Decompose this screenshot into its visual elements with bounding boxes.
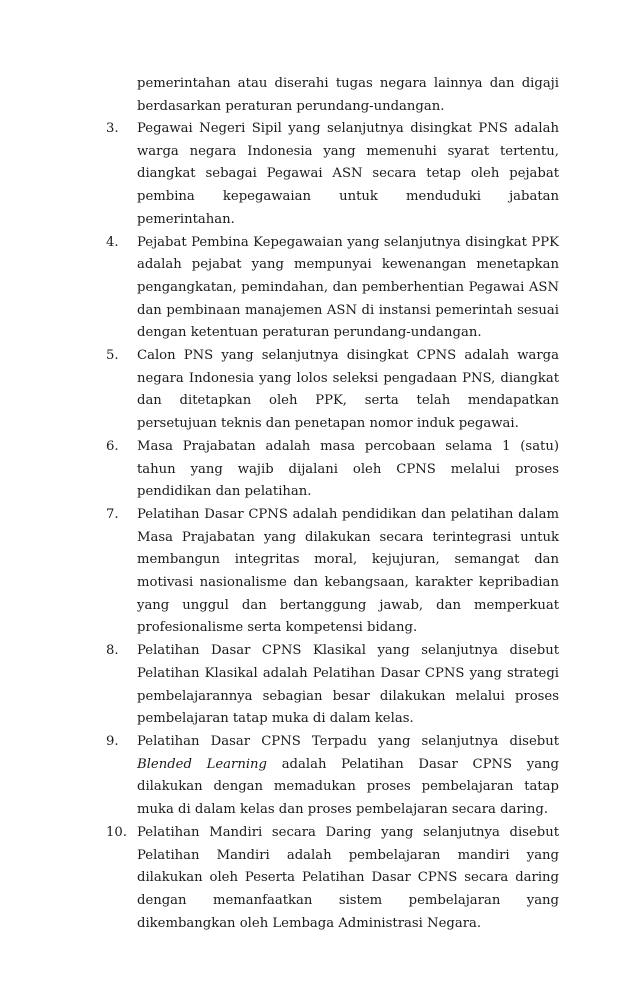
continuation-paragraph: pemerintahan atau diserahi tugas negara lainnya dan digaji berdasarkan peraturan perundang-undangan. <box>137 76 559 114</box>
item-text: Pelatihan Mandiri secara Daring yang selanjutnya disebut Pelatihan Mandiri adalah pembelajaran mandiri yang dilakukan oleh Peserta Pelatihan Dasar CPNS secara daring dengan memanfaatkan sistem pembelajaran yang dikembangkan oleh Lembaga Administrasi Negara. <box>137 824 559 931</box>
list-item <box>106 640 559 731</box>
definition-list <box>106 118 559 935</box>
item-text: Pelatihan Dasar CPNS adalah pendidikan dan pelatihan dalam Masa Prajabatan yang dilakukan secara terintegrasi untuk membangun integritas moral, kejujuran, semangat dan motivasi nasionalisme dan kebangsaan, karakter kepribadian yang unggul dan bertanggung jawab, dan memperkuat profesionalisme serta kompetensi bidang. <box>137 506 559 636</box>
item-number: 6. <box>106 438 119 454</box>
item-number: 9. <box>106 733 119 749</box>
item-text-italic: Blended Learning <box>137 756 267 772</box>
list-item <box>106 118 559 232</box>
item-text: Calon PNS yang selanjutnya disingkat CPNS adalah warga negara Indonesia yang lolos seleksi pengadaan PNS, diangkat dan ditetapkan oleh PPK, serta telah mendapatkan persetujuan teknis dan penetapan nomor induk pegawai. <box>137 348 559 432</box>
item-number: 5. <box>106 348 119 364</box>
list-item <box>106 822 559 936</box>
list-item <box>106 232 559 346</box>
item-text <box>137 734 559 817</box>
item-number: 3. <box>106 121 119 136</box>
item-number: 4. <box>106 234 119 250</box>
item-number: 7. <box>106 506 119 522</box>
item-text: Pelatihan Dasar CPNS Klasikal yang selanjutnya disebut Pelatihan Klasikal adalah Pelatihan Dasar CPNS yang strategi pembelajarannya sebagian besar dilakukan melalui proses pembelajaran tatap muka di dalam kelas. <box>137 643 559 727</box>
item-text: Pegawai Negeri Sipil yang selanjutnya disingkat PNS adalah warga negara Indonesia yang memenuhi syarat tertentu, diangkat sebagai Pegawai ASN secara tetap oleh pejabat pembina kepegawaian untuk menduduki jabatan pemerintahan. <box>137 121 559 227</box>
list-item <box>106 345 559 436</box>
item-text-after: adalah Pelatihan Dasar CPNS yang dilakukan dengan memadukan proses pembelajaran tatap muka di dalam kelas dan proses pembelajaran secara daring. <box>137 756 559 818</box>
item-text: Masa Prajabatan adalah masa percobaan selama 1 (satu) tahun yang wajib dijalani oleh CPNS melalui proses pendidikan dan pelatihan. <box>137 438 559 500</box>
list-item <box>106 504 559 640</box>
item-text: Pejabat Pembina Kepegawaian yang selanjutnya disingkat PPK adalah pejabat yang mempunyai kewenangan menetapkan pengangkatan, pemindahan, dan pemberhentian Pegawai ASN dan pembinaan manajemen ASN di instansi pemerintah sesuai dengan ketentuan peraturan perundang-undangan. <box>137 234 559 341</box>
item-number: 10. <box>106 824 127 840</box>
item-text-before: Pelatihan Dasar CPNS Terpadu yang selanjutnya disebut <box>137 733 559 749</box>
item-number: 8. <box>106 643 119 659</box>
list-item <box>106 436 559 504</box>
list-item <box>106 731 559 822</box>
